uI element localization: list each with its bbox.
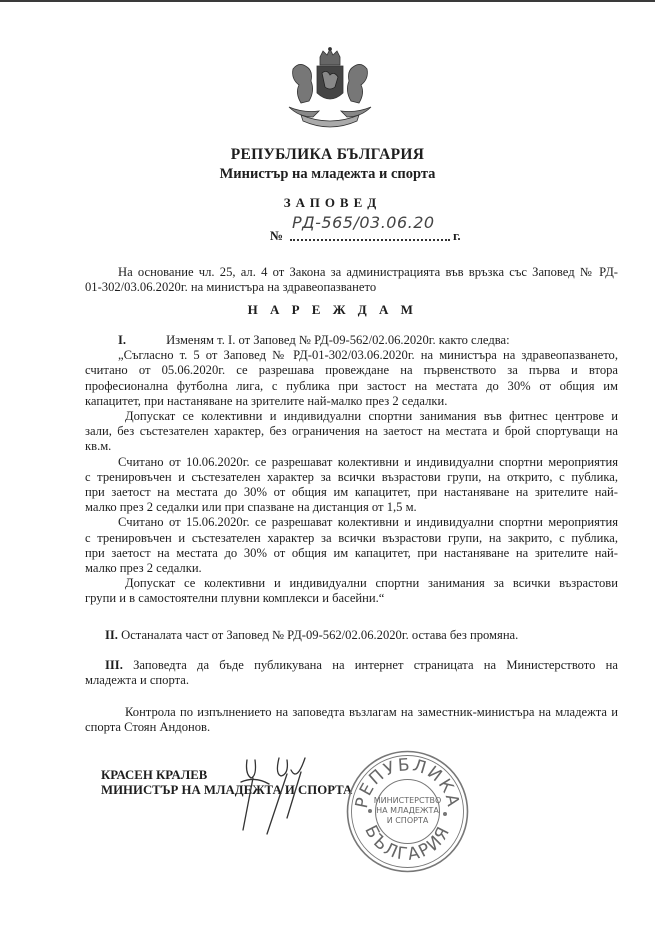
section-3-line: младежта и спорта. xyxy=(85,673,189,688)
paragraph-line: Допускат се колективни и индивидуални спортни занимания за всички възрастови xyxy=(125,576,618,591)
scan-top-border xyxy=(0,0,655,2)
order-number xyxy=(270,212,470,244)
paragraph-line: Считано от 10.06.2020г. се разрешават колективни и индивидуални спортни мероприятия xyxy=(118,454,618,469)
paragraph-line: капацитет, при настаняване на зрителите най-малко през 2 седалки. xyxy=(85,393,448,408)
order-heading: Н А Р Е Ж Д А М xyxy=(247,302,418,317)
section-1 xyxy=(85,333,618,607)
stamp-outer-bottom: БЪЛГАРИЯ xyxy=(360,822,455,865)
official-stamp-icon xyxy=(345,749,470,874)
paragraph-line: малко през 2 седалки. xyxy=(85,561,202,576)
paragraph-line: групи и в самостоятелни плувни комплекси и басейни.“ xyxy=(85,591,385,606)
handwritten-number: РД-565/03.06.20 xyxy=(292,213,435,232)
paragraph-line: зали, без състезателен характер, без ограничения на заетост на местата и брой спортуващи на xyxy=(85,424,618,439)
paragraph-line: Считано от 15.06.2020г. се разрешават колективни и индивидуални спортни мероприятия xyxy=(118,515,618,530)
paragraph-line: с тренировъчен и състезателен характер за всички възрастови групи, на открито, с публика, xyxy=(85,469,618,484)
section-2-text: Останалата част от Заповед № РД-09-562/02.06.2020г. остава без промяна. xyxy=(121,628,519,642)
paragraph-line: малко през 2 седалки или при спазване на дистанция от 1,5 м. xyxy=(85,500,417,515)
republic-title: РЕПУБЛИКА БЪЛГАРИЯ xyxy=(230,146,425,163)
section-3-text: Заповедта да бъде публикувана на интернет страницата на Министерството на xyxy=(133,658,618,672)
section-2-line xyxy=(85,628,618,643)
paragraph-line: „Съгласно т. 5 от Заповед № РД-01-302/03.06.2020г. на министъра на здравеопазването, xyxy=(118,348,618,363)
paragraph-line: считано от 05.06.2020г. се разрешава провеждане на първенството за първа и втора xyxy=(85,363,618,378)
section-3-label: III. xyxy=(105,658,123,672)
paragraph-line: кв.м. xyxy=(85,439,112,454)
preamble-line: На основание чл. 25, ал. 4 от Закона за администрацията във връзка със Заповед № РД- xyxy=(118,265,618,279)
preamble-line: 01-302/03.06.2020г. на министъра на здравеопазването xyxy=(85,280,377,295)
control-line: Контрола по изпълнението на заповедта възлагам на заместник-министъра на младежта и xyxy=(125,705,618,719)
section-3 xyxy=(85,658,618,688)
paragraph-line: Допускат се колективни и индивидуални спортни занимания във фитнес центрове и xyxy=(125,409,618,424)
number-dotted-line xyxy=(290,239,450,241)
control-paragraph xyxy=(85,705,618,735)
section-2 xyxy=(85,628,618,643)
paragraph-line: с тренировъчен и състезателен характер за всички възрастови групи, на закрито, с публика, xyxy=(85,530,618,545)
paragraph-line: професионална футболна лига, с публика при застост на местата до 30% от общия им xyxy=(85,378,618,393)
section-3-line xyxy=(85,658,618,673)
preamble xyxy=(85,265,618,295)
stamp-inner-line: МИНИСТЕРСТВО xyxy=(373,796,442,805)
ministry-title: Министър на младежта и спорта xyxy=(219,166,436,182)
signature-icon xyxy=(235,752,325,837)
paragraph-line: при заетост на местата до 30% от общия им капацитет, при настаняване на зрителите най- xyxy=(85,485,618,500)
paragraph-line: при заетост на местата до 30% от общия им капацитет, при настаняване на зрителите най- xyxy=(85,545,618,560)
control-line: спорта Стоян Андонов. xyxy=(85,720,211,735)
section-1-intro-line xyxy=(85,333,618,348)
stamp-outer-top: РЕПУБЛИКА xyxy=(351,755,464,811)
coat-of-arms-icon xyxy=(283,47,377,133)
stamp-inner-line: И СПОРТА xyxy=(386,816,429,825)
number-suffix: г. xyxy=(453,228,461,243)
stamp-inner-line: НА МЛАДЕЖТА xyxy=(376,806,439,815)
number-label: № xyxy=(270,228,284,243)
section-2-label: II. xyxy=(105,628,118,642)
section-1-intro: Изменям т. I. от Заповед № РД-09-562/02.06.2020г. както следва: xyxy=(166,333,510,347)
signatory-title: МИНИСТЪР НА МЛАДЕЖТА И СПОРТА xyxy=(101,783,353,797)
document-type: ЗАПОВЕД xyxy=(283,195,382,210)
signatory-name: КРАСЕН КРАЛЕВ xyxy=(101,768,208,782)
section-1-label: I. xyxy=(118,333,127,347)
